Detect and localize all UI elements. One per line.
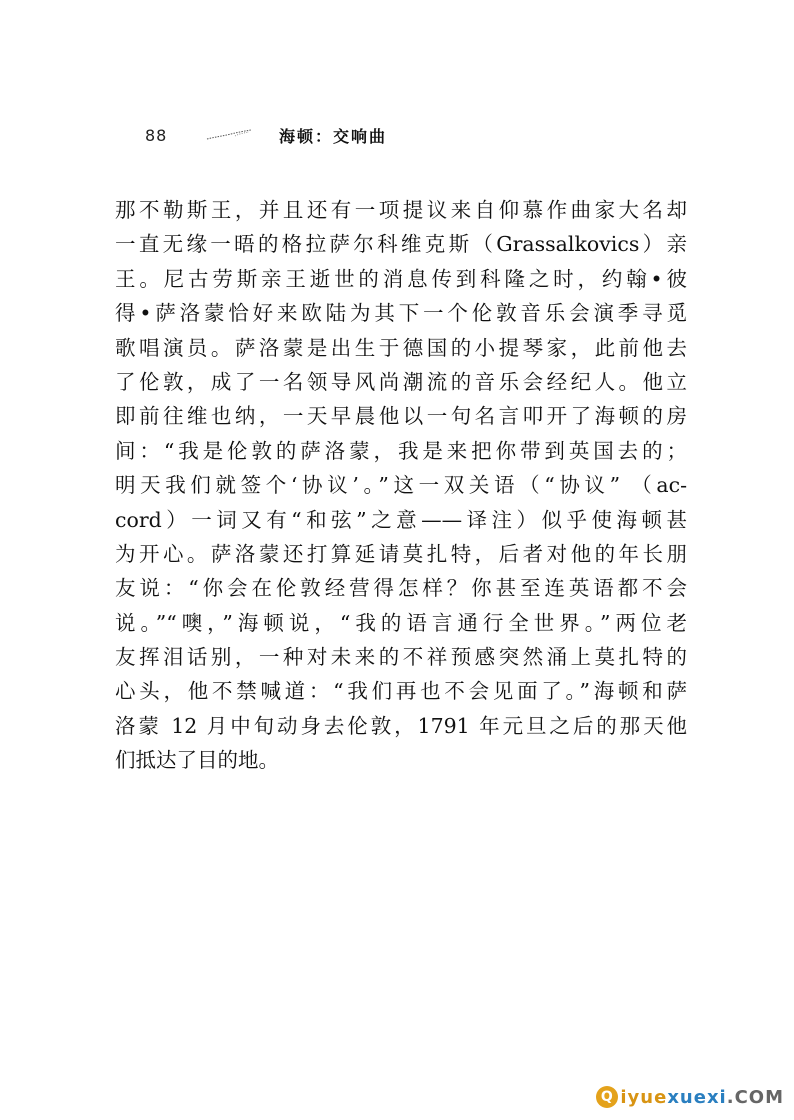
text-line: 了伦敦，成了一名领导风尚潮流的音乐会经纪人。他立 [115, 369, 687, 394]
text-line: 歌唱演员。萨洛蒙是出生于德国的小提琴家，此前他去 [115, 335, 687, 360]
page-header [145, 120, 387, 150]
text-line: 一直无缘一晤的格拉萨尔科维克斯（Grassalkovics）亲 [115, 232, 687, 257]
text-line: 得•萨洛蒙恰好来欧陆为其下一个伦敦音乐会演季寻觅 [115, 301, 687, 326]
body-text [115, 193, 687, 778]
text-line: 明天我们就签个‘协议’。”这一双关语（“协议” （ac- [115, 473, 687, 498]
site-watermark [596, 1086, 784, 1108]
text-line: 那不勒斯王，并且还有一项提议来自仰慕作曲家大名却 [115, 198, 687, 222]
text-line: 友说：“你会在伦敦经营得怎样？你甚至连英语都不会 [115, 576, 687, 601]
text-line: 王。尼古劳斯亲王逝世的消息传到科隆之时，约翰•彼 [115, 266, 687, 291]
text-line: 说。”“噢，”海顿说，“我的语言通行全世界。”两位老 [115, 610, 687, 635]
text-line: 友挥泪话别，一种对未来的不祥预感突然涌上莫扎特的 [115, 645, 687, 670]
text-line: 心头，他不禁喊道：“我们再也不会见面了。”海顿和萨 [115, 679, 687, 704]
text-line: 洛蒙 12 月中旬动身去伦敦，1791 年元旦之后的那天他 [115, 713, 687, 738]
watermark-text-a: iyue [620, 1086, 668, 1108]
text-line: cord）一词又有“和弦”之意——译注）似乎使海顿甚 [115, 507, 687, 532]
text-line: 即前往维也纳，一天早晨他以一句名言叩开了海顿的房 [115, 404, 687, 429]
watermark-text-c: .COM [726, 1086, 784, 1108]
page-number: 88 [145, 125, 168, 145]
watermark-logo-icon: Q [596, 1086, 618, 1108]
watermark-text-b: xuexi [667, 1086, 727, 1108]
text-line: 间：“我是伦敦的萨洛蒙，我是来把你带到英国去的； [115, 438, 687, 463]
flourish-ornament-icon [205, 128, 253, 142]
text-line: 们抵达了目的地。 [115, 748, 279, 773]
running-title: 海顿：交响曲 [279, 126, 388, 146]
text-line: 为开心。萨洛蒙还打算延请莫扎特，后者对他的年长朋 [115, 541, 687, 566]
